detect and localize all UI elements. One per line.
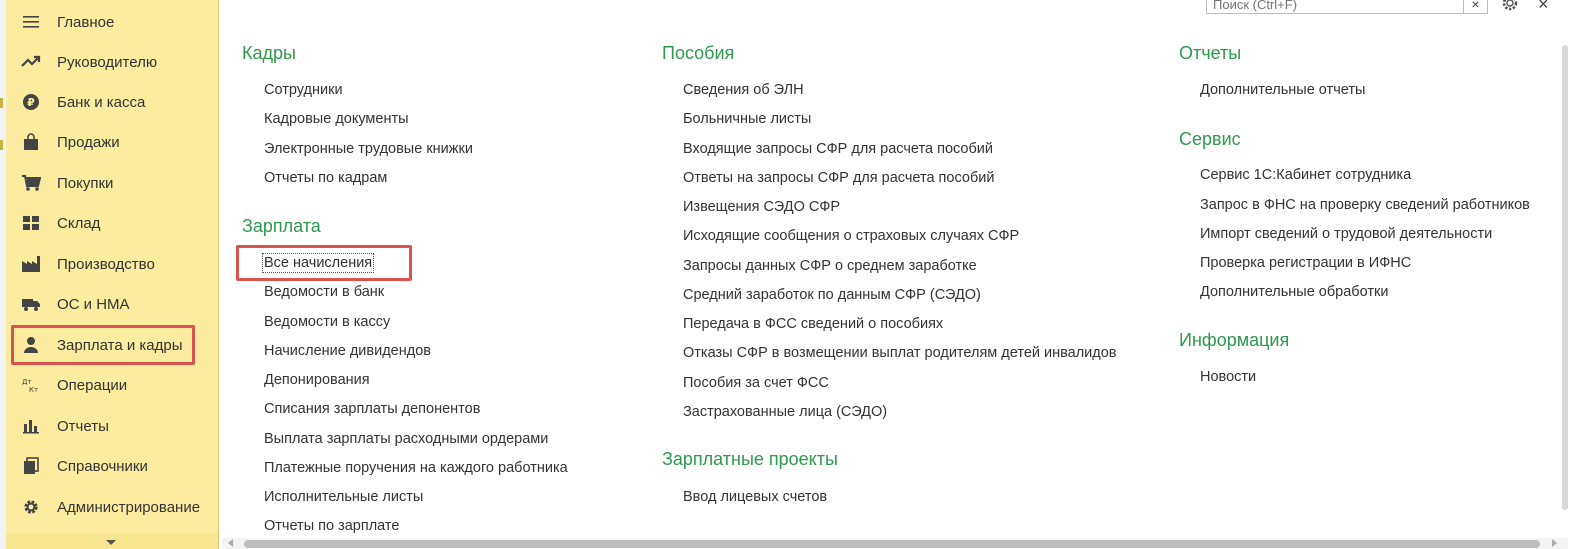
- link-writs-of-execution[interactable]: Исполнительные листы: [264, 489, 424, 505]
- sidebar-item-bank[interactable]: [6, 84, 218, 120]
- sidebar-item-assets[interactable]: [6, 286, 218, 322]
- link-dividends[interactable]: Начисление дивидендов: [264, 343, 431, 359]
- section-title-salary-projects: Зарплатные проекты: [662, 449, 838, 469]
- link-employee-cabinet[interactable]: Сервис 1С:Кабинет сотрудника: [1200, 167, 1412, 183]
- edge-marker: [0, 140, 3, 150]
- link-additional-reports[interactable]: Дополнительные отчеты: [1200, 82, 1366, 98]
- sidebar-item-operations[interactable]: [6, 367, 218, 403]
- section-title-servis: Сервис: [1179, 129, 1241, 149]
- sidebar-item-warehouse[interactable]: [6, 205, 218, 241]
- sidebar-item-label: Руководителю: [57, 53, 158, 71]
- trend-up-icon: [20, 51, 42, 73]
- link-sedo-notices[interactable]: Извещения СЭДО СФР: [683, 199, 841, 215]
- link-cash-order-payments[interactable]: Выплата зарплаты расходными ордерами: [264, 431, 549, 447]
- link-average-earnings-requests[interactable]: Запросы данных СФР о среднем заработке: [683, 258, 977, 274]
- link-incoming-sfr-requests[interactable]: Входящие запросы СФР для расчета пособий: [683, 141, 993, 157]
- scroll-right-icon[interactable]: [1552, 539, 1557, 547]
- link-bank-statements[interactable]: Ведомости в банк: [264, 284, 385, 300]
- person-icon: [20, 334, 42, 356]
- link-import-labor-info[interactable]: Импорт сведений о трудовой деятельности: [1200, 226, 1493, 242]
- link-news[interactable]: Новости: [1200, 369, 1257, 385]
- sidebar-item-admin[interactable]: [6, 489, 218, 525]
- link-sick-leaves[interactable]: Больничные листы: [683, 111, 812, 127]
- sidebar-item-label: Склад: [57, 214, 101, 232]
- sidebar-item-label: Зарплата и кадры: [57, 336, 183, 354]
- link-additional-processing[interactable]: Дополнительные обработки: [1200, 284, 1389, 300]
- link-all-accruals[interactable]: Все начисления: [264, 255, 373, 271]
- section-title-otchety: Отчеты: [1179, 43, 1242, 63]
- link-ifns-registration-check[interactable]: Проверка регистрации в ИФНС: [1200, 255, 1412, 271]
- search-clear-button[interactable]: [1464, 0, 1488, 14]
- sidebar-item-production[interactable]: [6, 246, 218, 282]
- vertical-scrollbar[interactable]: [1562, 45, 1568, 510]
- link-hr-reports[interactable]: Отчеты по кадрам: [264, 170, 388, 186]
- link-outgoing-insurance-messages[interactable]: Исходящие сообщения о страховых случаях СФР: [683, 228, 1020, 244]
- sidebar-scroll-down-icon[interactable]: [106, 540, 116, 545]
- clear-icon: ×: [1471, 0, 1480, 12]
- gear-icon: [20, 496, 42, 518]
- sidebar-item-label: Операции: [57, 376, 128, 394]
- link-sfr-request-answers[interactable]: Ответы на запросы СФР для расчета пособий: [683, 170, 995, 186]
- search-input[interactable]: [1206, 0, 1464, 14]
- link-salary-reports[interactable]: Отчеты по зарплате: [264, 518, 400, 534]
- warehouse-grid-icon: [20, 212, 42, 234]
- cart-icon: [20, 172, 42, 194]
- link-electronic-workbooks[interactable]: Электронные трудовые книжки: [264, 141, 473, 157]
- horizontal-scrollbar-thumb[interactable]: [244, 540, 1540, 548]
- truck-icon: [20, 293, 42, 315]
- sidebar-item-label: Главное: [57, 13, 115, 31]
- close-icon[interactable]: ×: [1538, 0, 1549, 14]
- debit-credit-icon: [20, 374, 42, 396]
- link-insured-persons[interactable]: Застрахованные лица (СЭДО): [683, 404, 888, 420]
- link-payment-orders-per-employee[interactable]: Платежные поручения на каждого работника: [264, 460, 568, 476]
- settings-gear-icon[interactable]: [1500, 0, 1520, 13]
- sidebar-item-label: Администрирование: [57, 498, 201, 516]
- debit-label: Дт: [22, 378, 32, 386]
- sidebar-item-salary-hr[interactable]: [6, 327, 218, 363]
- link-deposits[interactable]: Депонирования: [264, 372, 370, 388]
- sidebar-item-label: Покупки: [57, 174, 114, 192]
- shopping-bag-icon: [20, 131, 42, 153]
- sidebar-item-label: Справочники: [57, 457, 148, 475]
- ruble-coin-icon: [20, 91, 42, 113]
- credit-label: Кт: [29, 386, 39, 394]
- link-eln-info[interactable]: Сведения об ЭЛН: [683, 82, 804, 98]
- sidebar-item-label: ОС и НМА: [57, 295, 130, 313]
- link-personal-accounts-input[interactable]: Ввод лицевых счетов: [683, 489, 828, 505]
- link-average-earnings-sedo[interactable]: Средний заработок по данным СФР (СЭДО): [683, 287, 981, 303]
- section-title-kadry: Кадры: [242, 43, 296, 63]
- sidebar-item-label: Производство: [57, 255, 155, 273]
- scroll-left-icon[interactable]: [228, 539, 233, 547]
- link-fns-check-request[interactable]: Запрос в ФНС на проверку сведений работников: [1200, 197, 1530, 213]
- link-hr-documents[interactable]: Кадровые документы: [264, 111, 409, 127]
- sidebar-item-label: Банк и касса: [57, 93, 146, 111]
- sidebar-item-reports[interactable]: [6, 408, 218, 444]
- books-icon: [20, 455, 42, 477]
- section-title-posobiya: Пособия: [662, 43, 735, 63]
- sections-sidebar: [6, 0, 219, 549]
- svg-text:₽: ₽: [27, 96, 35, 109]
- bar-chart-icon: [20, 415, 42, 437]
- link-fss-benefits-transfer[interactable]: Передача в ФСС сведений о пособиях: [683, 316, 944, 332]
- sidebar-item-main[interactable]: [6, 4, 218, 40]
- section-title-zarplata: Зарплата: [242, 216, 321, 236]
- sidebar-item-manager[interactable]: [6, 44, 218, 80]
- sidebar-item-sales[interactable]: [6, 124, 218, 160]
- section-title-informaciya: Информация: [1179, 330, 1290, 350]
- link-cash-statements[interactable]: Ведомости в кассу: [264, 314, 391, 330]
- edge-marker: [0, 98, 3, 108]
- link-employees[interactable]: Сотрудники: [264, 82, 343, 98]
- sidebar-item-catalogs[interactable]: [6, 448, 218, 484]
- sidebar-item-label: Отчеты: [57, 417, 109, 435]
- factory-icon: [20, 253, 42, 275]
- link-fss-benefits[interactable]: Пособия за счет ФСС: [683, 375, 829, 391]
- sidebar-item-purchases[interactable]: [6, 165, 218, 201]
- menu-lines-icon: [20, 11, 42, 33]
- sidebar-item-label: Продажи: [57, 133, 120, 151]
- link-deposit-writeoffs[interactable]: Списания зарплаты депонентов: [264, 401, 481, 417]
- link-sfr-refusals[interactable]: Отказы СФР в возмещении выплат родителям детей инвалидов: [683, 345, 1117, 361]
